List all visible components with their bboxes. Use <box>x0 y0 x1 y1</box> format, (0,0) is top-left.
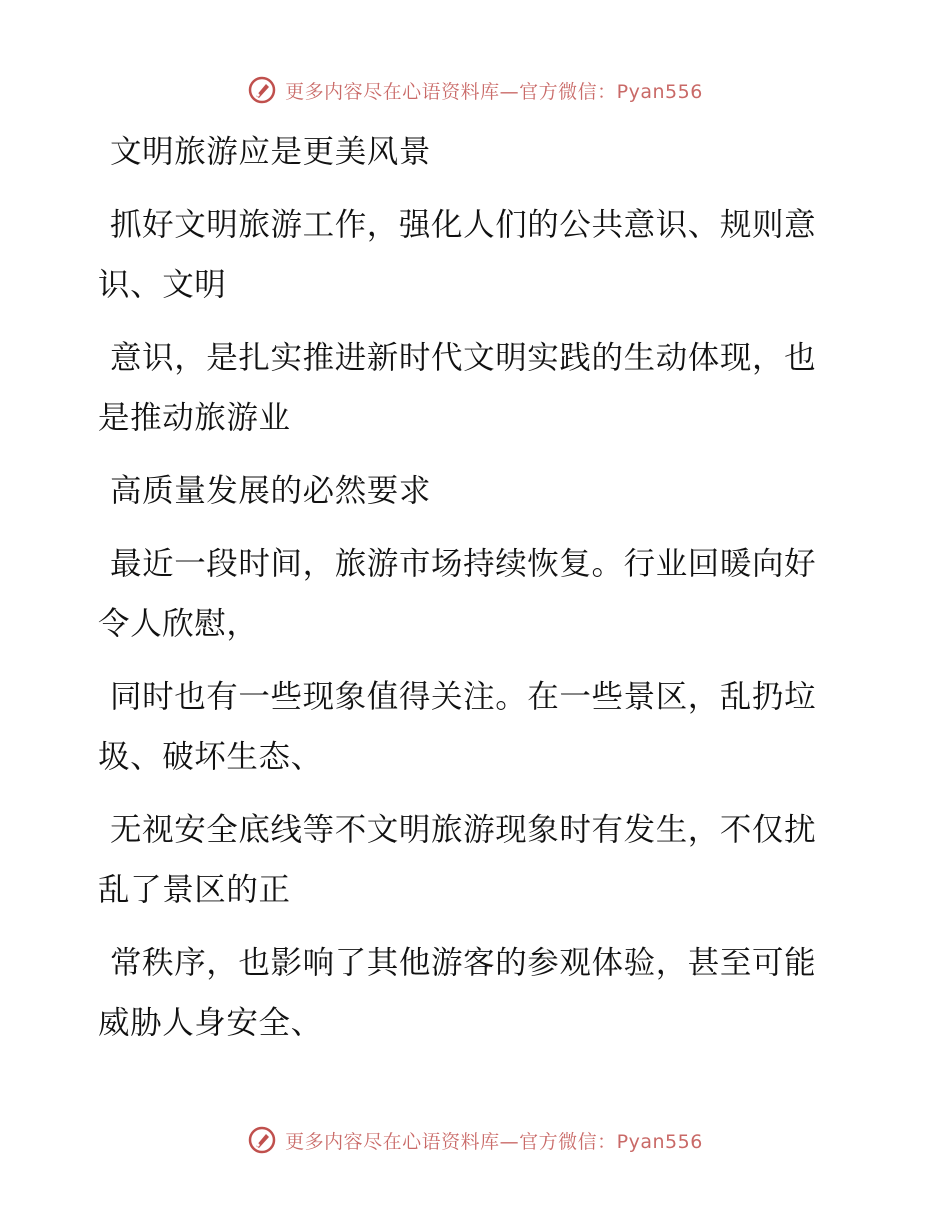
paragraph: 意识，是扎实推进新时代文明实践的生动体现，也是推动旅游业 <box>98 340 817 436</box>
document-body <box>98 122 838 1053</box>
pen-nib-seal-icon <box>247 75 277 105</box>
paragraph: 抓好文明旅游工作，强化人们的公共意识、规则意识、文明 <box>98 207 817 303</box>
paragraph: 常秩序，也影响了其他游客的参观体验，甚至可能威胁人身安全、 <box>98 945 817 1041</box>
paragraph: 高质量发展的必然要求 <box>110 473 432 509</box>
footer-banner-text: 更多内容尽在心语资料库—官方微信：Pyan556 <box>285 1130 703 1153</box>
paragraph-title: 文明旅游应是更美风景 <box>110 134 432 170</box>
header-banner-text: 更多内容尽在心语资料库—官方微信：Pyan556 <box>285 80 703 103</box>
paragraph: 最近一段时间，旅游市场持续恢复。行业回暖向好令人欣慰， <box>98 546 817 642</box>
pen-nib-seal-icon <box>247 1125 277 1155</box>
paragraph: 无视安全底线等不文明旅游现象时有发生，不仅扰乱了景区的正 <box>98 812 817 908</box>
paragraph: 同时也有一些现象值得关注。在一些景区，乱扔垃圾、破坏生态、 <box>98 679 817 775</box>
footer-banner <box>0 1120 950 1160</box>
header-banner <box>0 70 950 110</box>
